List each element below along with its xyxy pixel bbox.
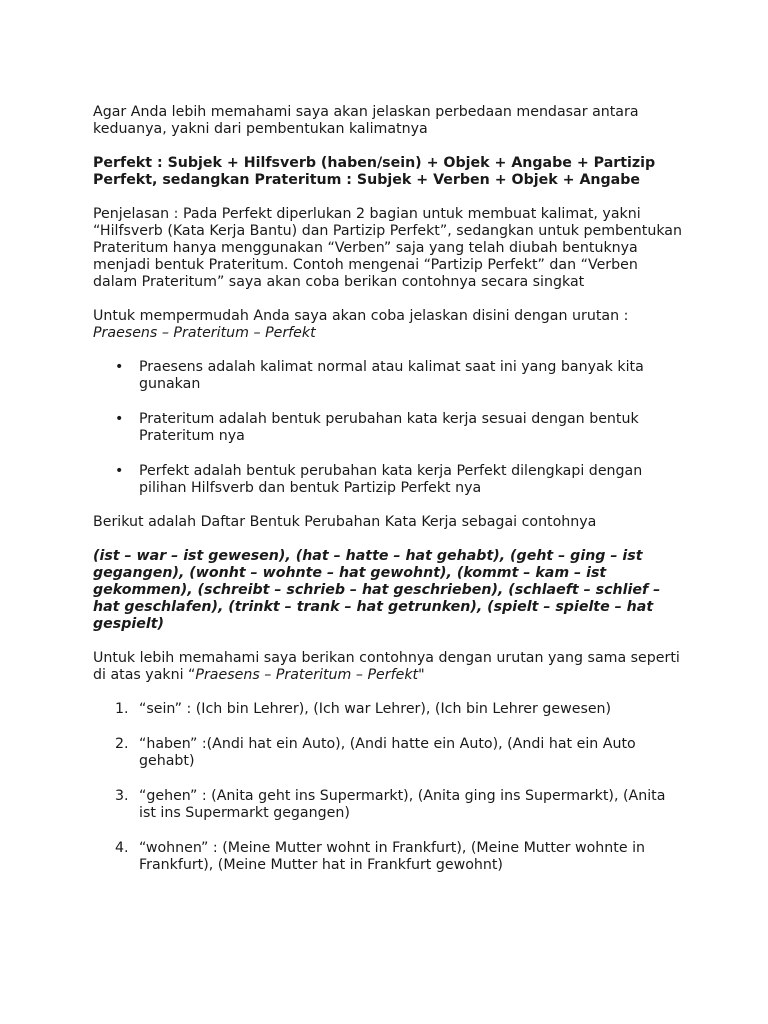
list-number: 2. xyxy=(115,736,129,752)
bullet-icon: • xyxy=(115,411,124,427)
example-text: “wohnen” : (Meine Mutter wohnt in Frankfurt), (Meine Mutter wohnte in Frankfurt), (Meine Mutter hat in Frankfurt gewohnt) xyxy=(139,840,646,873)
formula-paragraph: Perfekt : Subjek + Hilfsverb (haben/sein) + Objek + Angabe + Partizip Perfekt, sedangkan Prateritum : Subjek + Verben + Objek + Angabe xyxy=(93,155,656,188)
example-intro-paragraph xyxy=(93,650,683,684)
list-intro-paragraph: Berikut adalah Daftar Bentuk Perubahan Kata Kerja sebagai contohnya xyxy=(93,514,597,530)
list-item xyxy=(93,736,683,770)
verb-list-paragraph: (ist – war – ist gewesen), (hat – hatte – hat gehabt), (geht – ging – ist gegangen), (wonht – wohnte – hat gewohnt), (kommt – kam – ist gekommen), (schreibt – schrieb – hat geschrieben), (schlaeft – schlief – hat geschlafen), (trinkt – trank – hat getrunken), (spielt – spielte – hat gespielt) xyxy=(93,548,661,632)
bullet-icon: • xyxy=(115,463,124,479)
order-paragraph xyxy=(93,308,683,342)
example-text: “haben” :(Andi hat ein Auto), (Andi hatte ein Auto), (Andi hat ein Auto gehabt) xyxy=(139,736,636,769)
document-page xyxy=(93,104,683,891)
list-number: 4. xyxy=(115,840,129,856)
example-text: “sein” : (Ich bin Lehrer), (Ich war Lehrer), (Ich bin Lehrer gewesen) xyxy=(139,701,612,717)
list-number: 3. xyxy=(115,788,129,804)
bullet-list xyxy=(93,359,683,497)
bullet-text: Praesens adalah kalimat normal atau kalimat saat ini yang banyak kita gunakan xyxy=(139,359,644,392)
example-close-quote: " xyxy=(418,667,425,683)
example-italic-text: Praesens – Prateritum – Perfekt xyxy=(195,667,419,683)
explanation-paragraph: Penjelasan : Pada Perfekt diperlukan 2 bagian untuk membuat kalimat, yakni “Hilfsverb (Kata Kerja Bantu) dan Partizip Perfekt”, sedangkan untuk pembentukan Prateritum hanya menggunakan “Verben” saja yang telah diubah bentuknya menjadi bentuk Prateritum. Contoh mengenai “Partizip Perfekt” dan “Verben dalam Prateritum” saya akan coba berikan contohnya secara singkat xyxy=(93,206,682,290)
list-item xyxy=(93,359,683,393)
example-list xyxy=(93,701,683,874)
list-item xyxy=(93,788,683,822)
list-item xyxy=(93,463,683,497)
order-italic-text: Praesens – Prateritum – Perfekt xyxy=(93,325,316,341)
list-number: 1. xyxy=(115,701,129,717)
list-item xyxy=(93,411,683,445)
list-item xyxy=(93,840,683,874)
bullet-text: Perfekt adalah bentuk perubahan kata kerja Perfekt dilengkapi dengan pilihan Hilfsverb dan bentuk Partizip Perfekt nya xyxy=(139,463,643,496)
example-text: “gehen” : (Anita geht ins Supermarkt), (Anita ging ins Supermarkt), (Anita ist ins Supermarkt gegangen) xyxy=(139,788,666,821)
order-intro-text: Untuk mempermudah Anda saya akan coba jelaskan disini dengan urutan : xyxy=(93,308,629,324)
example-intro-text: Untuk lebih memahami saya berikan contohnya dengan urutan yang sama seperti di atas yakni “ xyxy=(93,650,680,683)
intro-paragraph: Agar Anda lebih memahami saya akan jelaskan perbedaan mendasar antara keduanya, yakni dari pembentukan kalimatnya xyxy=(93,104,639,137)
list-item xyxy=(93,701,683,718)
bullet-text: Prateritum adalah bentuk perubahan kata kerja sesuai dengan bentuk Prateritum nya xyxy=(139,411,639,444)
bullet-icon: • xyxy=(115,359,124,375)
